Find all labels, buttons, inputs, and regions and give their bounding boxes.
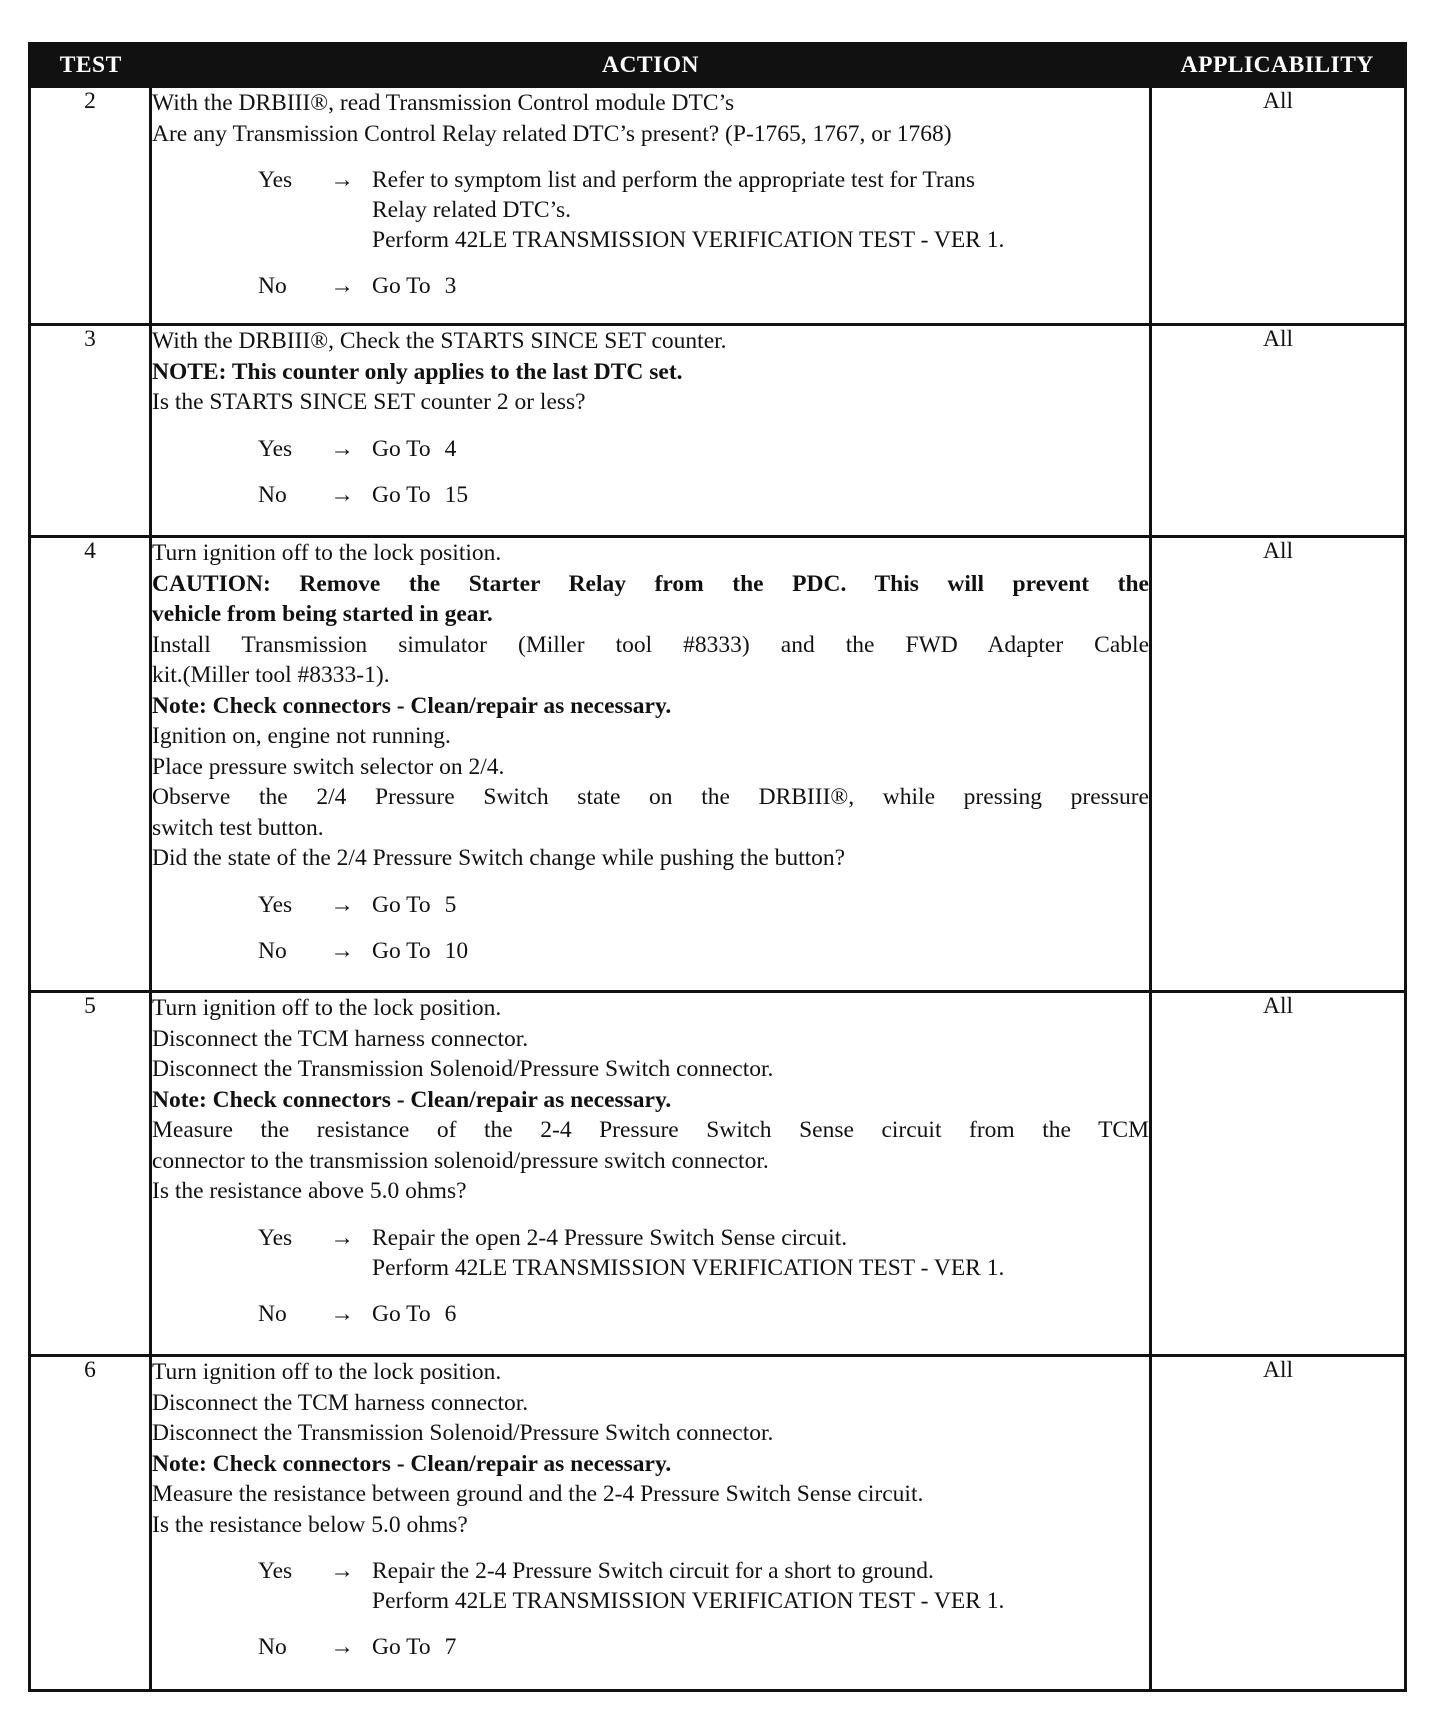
test-number: 4	[30, 537, 151, 992]
yes-label: Yes	[258, 1558, 293, 1584]
action-line: Disconnect the TCM harness connector.	[152, 1025, 529, 1052]
action-line: Did the state of the 2/4 Pressure Switch change while pushing the button?	[152, 845, 846, 871]
action-line: switch test button.	[152, 814, 324, 841]
caution-line: CAUTION: Remove the Starter Relay from the PDC. This will prevent the	[152, 570, 1149, 597]
action-line: Disconnect the TCM harness connector.	[152, 1389, 529, 1416]
action-line: Turn ignition off to the lock position.	[152, 1359, 502, 1385]
action-line: Place pressure switch selector on 2/4.	[152, 753, 505, 780]
yes-instruction	[372, 165, 1149, 255]
goto-label: Go To	[372, 273, 431, 299]
action-cell	[151, 325, 1151, 537]
goto-number: 5	[444, 891, 457, 918]
no-label: No	[258, 273, 287, 299]
no-outcome	[258, 480, 1149, 510]
yes-label: Yes	[258, 167, 293, 193]
goto-label: Go To	[372, 1300, 431, 1327]
action-line: Install Transmission simulator (Miller tool #8333) and the FWD Adapter Cable	[152, 631, 1149, 658]
arrow-icon: →	[330, 273, 354, 299]
action-line: connector to the transmission solenoid/pressure switch connector.	[152, 1147, 769, 1174]
yes-outcome	[258, 1223, 1149, 1283]
action-line: Disconnect the Transmission Solenoid/Pressure Switch connector.	[152, 1056, 774, 1082]
table-header-row	[30, 44, 1406, 87]
action-line: Disconnect the Transmission Solenoid/Pressure Switch connector.	[152, 1420, 774, 1446]
no-outcome	[258, 1632, 1149, 1662]
arrow-icon: →	[330, 1224, 354, 1251]
goto-number: 3	[444, 273, 457, 299]
diagnostic-test-table	[28, 42, 1407, 1692]
header-test: TEST	[30, 44, 151, 87]
note-line: Note: Check connectors - Clean/repair as necessary.	[152, 1450, 672, 1477]
note-line: NOTE: This counter only applies to the last DTC set.	[152, 358, 683, 385]
yes-goto	[372, 890, 1149, 920]
yes-outcome	[258, 890, 1149, 920]
applicability-cell: All	[1151, 992, 1406, 1356]
no-goto	[372, 480, 1149, 510]
action-line: Is the resistance below 5.0 ohms?	[152, 1511, 468, 1538]
goto-number: 10	[444, 937, 469, 964]
goto-label: Go To	[372, 891, 431, 918]
yes-label: Yes	[258, 435, 293, 462]
test-number: 3	[30, 325, 151, 537]
goto-label: Go To	[372, 937, 431, 964]
arrow-icon: →	[330, 435, 354, 462]
instruction-line: Refer to symptom list and perform the appropriate test for Trans	[372, 167, 976, 193]
no-goto	[372, 936, 1149, 966]
action-cell	[151, 537, 1151, 992]
test-number: 6	[30, 1356, 151, 1691]
header-action: ACTION	[151, 44, 1151, 87]
action-line: Turn ignition off to the lock position.	[152, 995, 502, 1021]
yes-instruction	[372, 1223, 1149, 1283]
arrow-icon: →	[330, 1558, 354, 1584]
action-line: Ignition on, engine not running.	[152, 723, 451, 749]
arrow-icon: →	[330, 167, 354, 193]
goto-number: 6	[444, 1300, 457, 1327]
instruction-line: Relay related DTC’s.	[372, 197, 572, 223]
yes-outcome	[258, 434, 1149, 464]
yes-instruction	[372, 1556, 1149, 1616]
instruction-line: Perform 42LE TRANSMISSION VERIFICATION TEST - VER 1.	[372, 1588, 1005, 1614]
table-row	[30, 537, 1406, 992]
action-cell	[151, 87, 1151, 325]
action-cell	[151, 992, 1151, 1356]
applicability-cell: All	[1151, 537, 1406, 992]
yes-goto	[372, 434, 1149, 464]
action-line: kit.(Miller tool #8333-1).	[152, 662, 390, 688]
note-line: Note: Check connectors - Clean/repair as necessary.	[152, 1086, 672, 1113]
action-cell	[151, 1356, 1151, 1691]
no-goto	[372, 271, 1149, 301]
yes-outcome	[258, 1556, 1149, 1616]
test-number: 5	[30, 992, 151, 1356]
header-applicability: APPLICABILITY	[1151, 44, 1406, 87]
instruction-line: Perform 42LE TRANSMISSION VERIFICATION TEST - VER 1.	[372, 1254, 1005, 1281]
yes-label: Yes	[258, 1224, 293, 1251]
applicability-cell: All	[1151, 325, 1406, 537]
action-line: Measure the resistance of the 2-4 Pressure Switch Sense circuit from the TCM	[152, 1117, 1149, 1143]
no-label: No	[258, 937, 287, 964]
no-outcome	[258, 936, 1149, 966]
yes-label: Yes	[258, 891, 293, 918]
action-line: Observe the 2/4 Pressure Switch state on the DRBIII®, while pressing pressure	[152, 784, 1149, 810]
goto-label: Go To	[372, 481, 431, 508]
action-line: With the DRBIII®, read Transmission Control module DTC’s	[152, 90, 735, 116]
action-line: Turn ignition off to the lock position.	[152, 540, 502, 566]
table-row	[30, 992, 1406, 1356]
action-line: Measure the resistance between ground and the 2-4 Pressure Switch Sense circuit.	[152, 1481, 924, 1507]
yes-outcome	[258, 165, 1149, 255]
table-row	[30, 1356, 1406, 1691]
no-goto	[372, 1299, 1149, 1329]
test-number: 2	[30, 87, 151, 325]
arrow-icon: →	[330, 481, 354, 508]
instruction-line: Repair the 2-4 Pressure Switch circuit for a short to ground.	[372, 1558, 934, 1584]
goto-label: Go To	[372, 435, 431, 462]
action-line: Are any Transmission Control Relay related DTC’s present? (P-1765, 1767, or 1768)	[152, 120, 952, 147]
applicability-cell: All	[1151, 1356, 1406, 1691]
instruction-line: Repair the open 2-4 Pressure Switch Sense circuit.	[372, 1224, 848, 1251]
goto-label: Go To	[372, 1634, 431, 1660]
table-row	[30, 87, 1406, 325]
action-line: Is the STARTS SINCE SET counter 2 or less?	[152, 389, 586, 415]
action-line: With the DRBIII®, Check the STARTS SINCE SET counter.	[152, 328, 727, 354]
no-label: No	[258, 481, 287, 508]
goto-number: 15	[444, 481, 469, 508]
arrow-icon: →	[330, 1300, 354, 1327]
instruction-line: Perform 42LE TRANSMISSION VERIFICATION TEST - VER 1.	[372, 227, 1005, 253]
caution-line: vehicle from being started in gear.	[152, 601, 493, 627]
arrow-icon: →	[330, 937, 354, 964]
applicability-cell: All	[1151, 87, 1406, 325]
arrow-icon: →	[330, 891, 354, 918]
no-label: No	[258, 1300, 287, 1327]
action-line: Is the resistance above 5.0 ohms?	[152, 1178, 467, 1204]
note-line: Note: Check connectors - Clean/repair as necessary.	[152, 692, 672, 719]
table-row	[30, 325, 1406, 537]
no-outcome	[258, 1299, 1149, 1329]
no-goto	[372, 1632, 1149, 1662]
arrow-icon: →	[330, 1634, 354, 1660]
goto-number: 4	[444, 435, 457, 462]
goto-number: 7	[444, 1634, 457, 1660]
no-outcome	[258, 271, 1149, 301]
no-label: No	[258, 1634, 287, 1660]
